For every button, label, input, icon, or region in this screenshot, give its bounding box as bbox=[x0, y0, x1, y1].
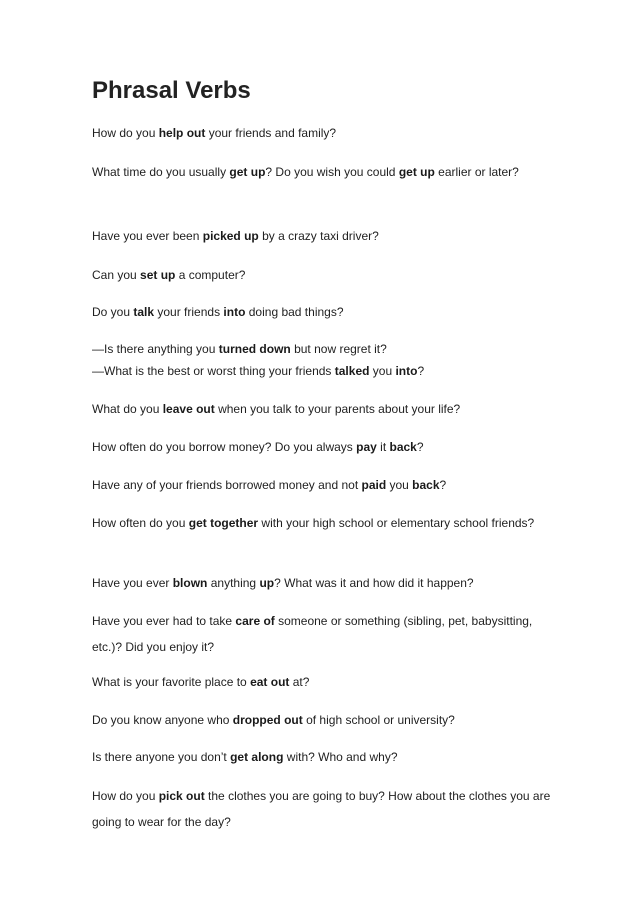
phrasal-verb: pick out bbox=[158, 789, 205, 803]
text-segment: you bbox=[386, 478, 413, 492]
question-get-along bbox=[92, 744, 562, 770]
question-get-up bbox=[92, 159, 562, 185]
text-segment: Do you know anyone who bbox=[92, 713, 233, 727]
text-segment: doing bad things? bbox=[245, 305, 344, 319]
text-segment: How often do you borrow money? Do you always bbox=[92, 440, 357, 454]
text-segment: How do you bbox=[92, 789, 159, 803]
text-segment: ? bbox=[417, 364, 425, 378]
page-title: Phrasal Verbs bbox=[92, 77, 251, 104]
phrasal-verb: set up bbox=[140, 268, 176, 282]
text-segment: you bbox=[369, 364, 396, 378]
phrasal-verb: leave out bbox=[162, 402, 215, 416]
question-eat-out bbox=[92, 669, 562, 695]
question-pay-back bbox=[92, 434, 562, 460]
text-segment: Can you bbox=[92, 268, 141, 282]
question-set-up bbox=[92, 262, 562, 288]
text-segment: Is there anyone you don’t bbox=[92, 750, 231, 764]
phrasal-verb: get together bbox=[188, 516, 259, 530]
phrasal-verb: eat out bbox=[250, 675, 290, 689]
phrasal-verb: blown bbox=[172, 576, 208, 590]
question-paid-back bbox=[92, 472, 562, 498]
question-blown-up bbox=[92, 570, 562, 596]
text-segment: it bbox=[376, 440, 390, 454]
phrasal-verb: into bbox=[223, 305, 246, 319]
text-segment: ? What was it and how did it happen? bbox=[274, 576, 474, 590]
text-segment: your friends and family? bbox=[205, 126, 337, 140]
phrasal-verb: back bbox=[412, 478, 440, 492]
phrasal-verb: back bbox=[389, 440, 417, 454]
question-help-out bbox=[92, 120, 562, 146]
text-segment: earlier or later? bbox=[434, 165, 519, 179]
phrasal-verb: picked up bbox=[202, 229, 259, 243]
text-segment: when you talk to your parents about your life? bbox=[214, 402, 461, 416]
text-segment: the clothes you are going to buy? How about the clothes you are going to wear for the day? bbox=[92, 789, 551, 829]
text-segment: Have you ever had to take bbox=[92, 614, 236, 628]
text-segment: —Is there anything you bbox=[92, 342, 219, 356]
text-segment: with? Who and why? bbox=[283, 750, 398, 764]
phrasal-verb: up bbox=[259, 576, 275, 590]
text-segment: your friends bbox=[154, 305, 224, 319]
text-segment: ? bbox=[416, 440, 424, 454]
question-picked-up bbox=[92, 223, 562, 249]
text-segment: Have you ever been bbox=[92, 229, 203, 243]
text-segment: with your high school or elementary school friends? bbox=[258, 516, 535, 530]
document-page bbox=[92, 0, 592, 903]
text-segment: How do you bbox=[92, 126, 159, 140]
phrasal-verb: talk bbox=[133, 305, 155, 319]
phrasal-verb: paid bbox=[361, 478, 387, 492]
phrasal-verb: into bbox=[395, 364, 418, 378]
text-segment: at? bbox=[289, 675, 310, 689]
phrasal-verb: get up bbox=[229, 165, 266, 179]
text-segment: Have you ever bbox=[92, 576, 173, 590]
text-segment: by a crazy taxi driver? bbox=[258, 229, 379, 243]
question-dropped-out bbox=[92, 707, 562, 733]
question-pick-out bbox=[92, 783, 562, 835]
phrasal-verb: help out bbox=[158, 126, 206, 140]
text-segment: a computer? bbox=[175, 268, 246, 282]
text-segment: ? Do you wish you could bbox=[265, 165, 399, 179]
text-segment: What time do you usually bbox=[92, 165, 230, 179]
phrasal-verb: get up bbox=[398, 165, 435, 179]
phrasal-verb: pay bbox=[356, 440, 377, 454]
question-talk-into bbox=[92, 299, 562, 325]
text-segment: What do you bbox=[92, 402, 163, 416]
question-care-of bbox=[92, 608, 562, 660]
phrasal-verb: dropped out bbox=[232, 713, 303, 727]
question-talked-into bbox=[92, 358, 562, 384]
text-segment: —What is the best or worst thing your friends bbox=[92, 364, 335, 378]
phrasal-verb: turned down bbox=[218, 342, 291, 356]
question-get-together bbox=[92, 510, 562, 536]
phrasal-verb: get along bbox=[230, 750, 284, 764]
text-segment: anything bbox=[207, 576, 260, 590]
question-leave-out bbox=[92, 396, 562, 422]
text-segment: someone or something (sibling, pet, babysitting, etc.)? Did you enjoy it? bbox=[92, 614, 533, 654]
phrasal-verb: talked bbox=[334, 364, 370, 378]
text-segment: What is your favorite place to bbox=[92, 675, 251, 689]
text-segment: of high school or university? bbox=[302, 713, 455, 727]
text-segment: Have any of your friends borrowed money and not bbox=[92, 478, 362, 492]
text-segment: Do you bbox=[92, 305, 134, 319]
text-segment: but now regret it? bbox=[290, 342, 387, 356]
phrasal-verb: care of bbox=[235, 614, 275, 628]
text-segment: ? bbox=[439, 478, 447, 492]
text-segment: How often do you bbox=[92, 516, 189, 530]
